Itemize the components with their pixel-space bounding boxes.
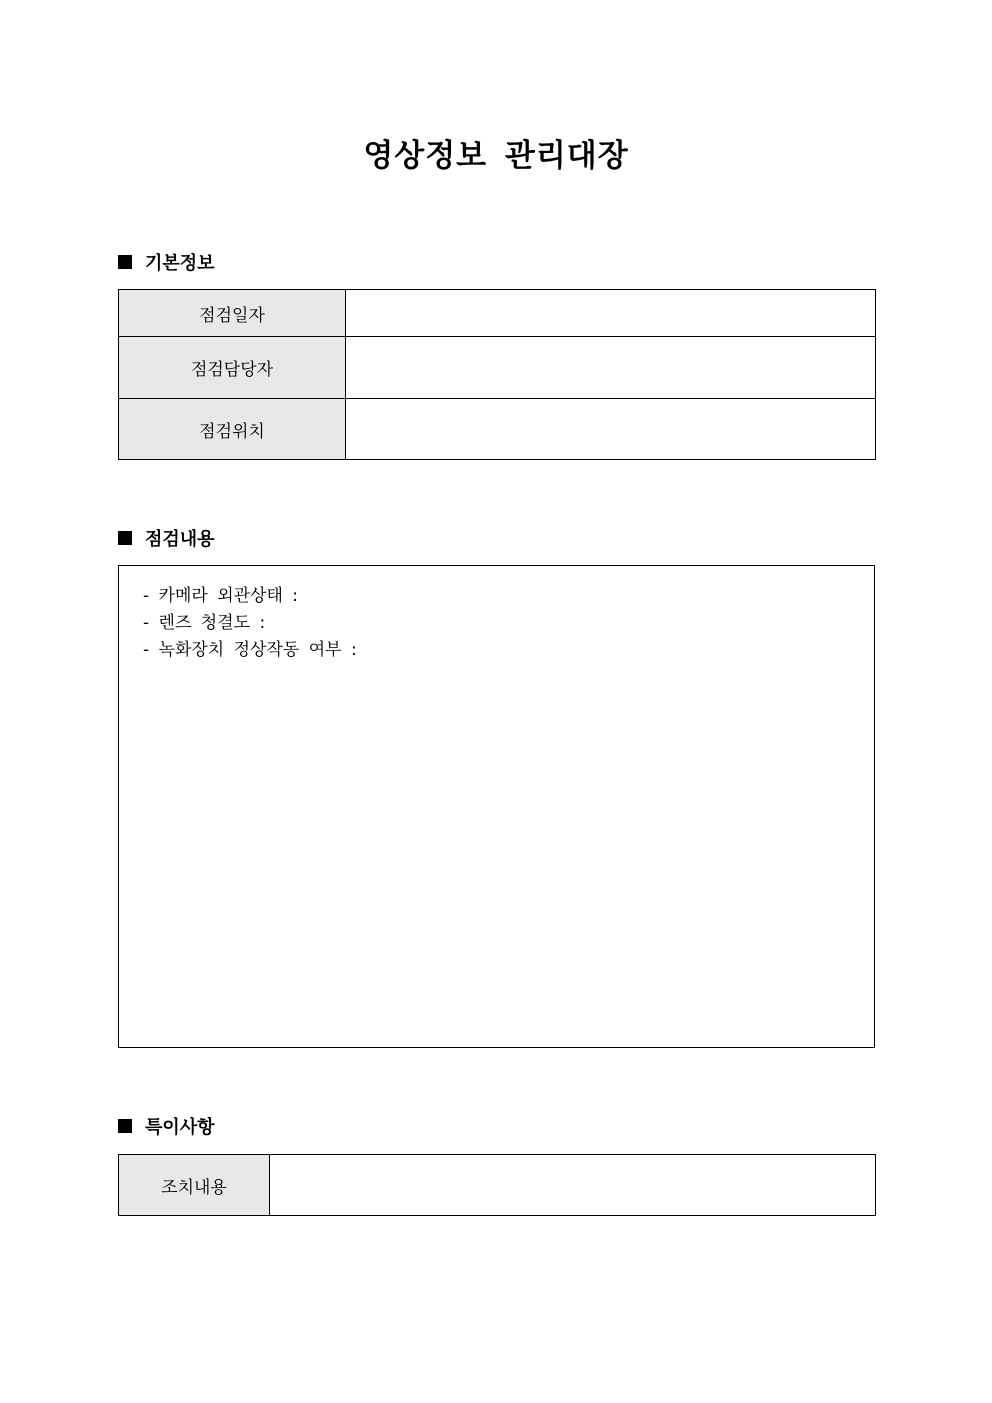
- list-item-camera-exterior: - 카메라 외관상태 :: [143, 586, 299, 606]
- list-item-recorder-operation: - 녹화장치 정상작동 여부 :: [143, 640, 357, 660]
- inspection-location-field[interactable]: [346, 399, 876, 460]
- basic-info-heading: [118, 251, 215, 277]
- inspection-location-label: 점검위치: [119, 399, 346, 460]
- basic-info-table: [118, 289, 876, 460]
- list-item-lens-cleanliness: - 렌즈 청결도 :: [143, 613, 266, 633]
- inspection-content-heading-text: 점검내용: [145, 529, 215, 550]
- inspection-content-heading: [118, 527, 215, 553]
- table-row: [119, 399, 876, 460]
- square-bullet-icon: [118, 1119, 132, 1133]
- square-bullet-icon: [118, 255, 132, 269]
- remarks-heading: [118, 1115, 215, 1141]
- remarks-heading-text: 특이사항: [145, 1117, 215, 1138]
- action-taken-field[interactable]: [270, 1155, 876, 1216]
- inspection-date-label: 점검일자: [119, 290, 346, 337]
- inspection-date-field[interactable]: [346, 290, 876, 337]
- inspection-content-box[interactable]: [118, 565, 875, 1048]
- document-title: 영상정보 관리대장: [363, 138, 629, 174]
- action-taken-label: 조치내용: [119, 1155, 270, 1216]
- inspector-label: 점검담당자: [119, 337, 346, 399]
- inspector-field[interactable]: [346, 337, 876, 399]
- table-row: [119, 290, 876, 337]
- remarks-table: [118, 1154, 876, 1216]
- square-bullet-icon: [118, 531, 132, 545]
- basic-info-heading-text: 기본정보: [145, 253, 215, 274]
- table-row: [119, 1155, 876, 1216]
- inspection-item-list: [119, 566, 874, 664]
- table-row: [119, 337, 876, 399]
